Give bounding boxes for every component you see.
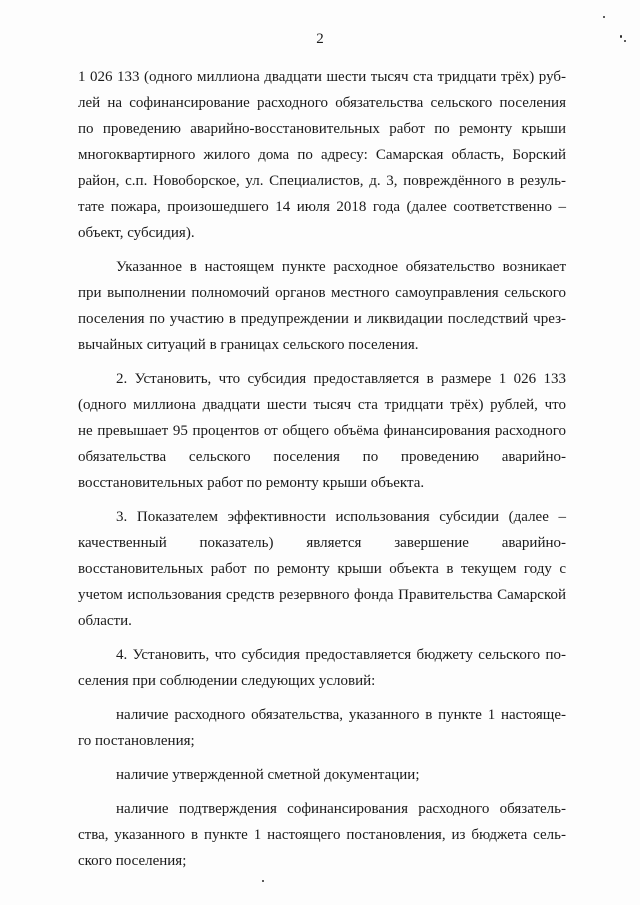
text-line: восстановительных работ по ремонту крыши объекта.	[78, 475, 425, 491]
paragraph-obligation-note	[78, 254, 566, 358]
text-line: 1 026 133 (одного миллиона двадцати шести тысяч ста тридцати трёх) руб-	[78, 69, 566, 85]
paragraph-item-2	[78, 366, 566, 496]
text-line: объект, субсидия).	[78, 225, 195, 241]
paragraph-condition-3	[78, 796, 566, 874]
text-line: обязательства сельского поселения по проведению аварийно-	[78, 449, 566, 465]
text-line: 3. Показателем эффективности использования субсидии (далее –	[116, 509, 566, 525]
text-line: (одного миллиона двадцати шести тысяч ста тридцати трёх) рублей, что	[78, 397, 566, 413]
scan-speck	[624, 40, 626, 42]
text-line: тате пожара, произошедшего 14 июля 2018 года (далее соответственно –	[78, 199, 566, 215]
scan-speck	[603, 16, 605, 18]
text-line: го постановления;	[78, 733, 195, 749]
text-line: наличие расходного обязательства, указанного в пункте 1 настояще-	[116, 707, 566, 723]
text-line: области.	[78, 613, 132, 629]
text-line: вычайных ситуаций в границах сельского поселения.	[78, 337, 419, 353]
scan-speck	[262, 880, 264, 882]
text-line: селения при соблюдении следующих условий:	[78, 673, 376, 689]
paragraph-item-3	[78, 504, 566, 634]
text-line: многоквартирного жилого дома по адресу: Самарская область, Борский	[78, 147, 566, 163]
scan-speck	[620, 35, 622, 38]
text-line: Указанное в настоящем пункте расходное обязательство возникает	[116, 259, 566, 275]
text-line: 2. Установить, что субсидия предоставляется в размере 1 026 133	[116, 371, 566, 387]
paragraph-item-4	[78, 642, 566, 694]
text-line: наличие утвержденной сметной документации;	[116, 767, 420, 783]
text-line: восстановительных работ по ремонту крыши объекта в текущем году с	[78, 561, 566, 577]
text-line: район, с.п. Новоборское, ул. Специалистов, д. 3, повреждённого в резуль-	[78, 173, 566, 189]
text-line: лей на софинансирование расходного обязательства сельского поселения	[78, 95, 566, 111]
paragraph-condition-2	[78, 762, 566, 788]
page-number: 2	[316, 31, 324, 47]
text-line: учетом использования средств резервного фонда Правительства Самарской	[78, 587, 566, 603]
text-line: качественный показатель) является завершение аварийно-	[78, 535, 566, 551]
text-line: по проведению аварийно-восстановительных работ по ремонту крыши	[78, 121, 566, 137]
text-line: поселения по участию в предупреждении и ликвидации последствий чрез-	[78, 311, 566, 327]
text-line: 4. Установить, что субсидия предоставляется бюджету сельского по-	[116, 647, 566, 663]
text-line: наличие подтверждения софинансирования расходного обязатель-	[116, 801, 566, 817]
text-line: при выполнении полномочий органов местного самоуправления сельского	[78, 285, 566, 301]
text-line: не превышает 95 процентов от общего объёма финансирования расходного	[78, 423, 566, 439]
paragraph-continuation	[78, 64, 566, 246]
text-line: ского поселения;	[78, 853, 187, 869]
text-line: ства, указанного в пункте 1 настоящего постановления, из бюджета сель-	[78, 827, 566, 843]
paragraph-condition-1	[78, 702, 566, 754]
document-body	[78, 64, 566, 874]
